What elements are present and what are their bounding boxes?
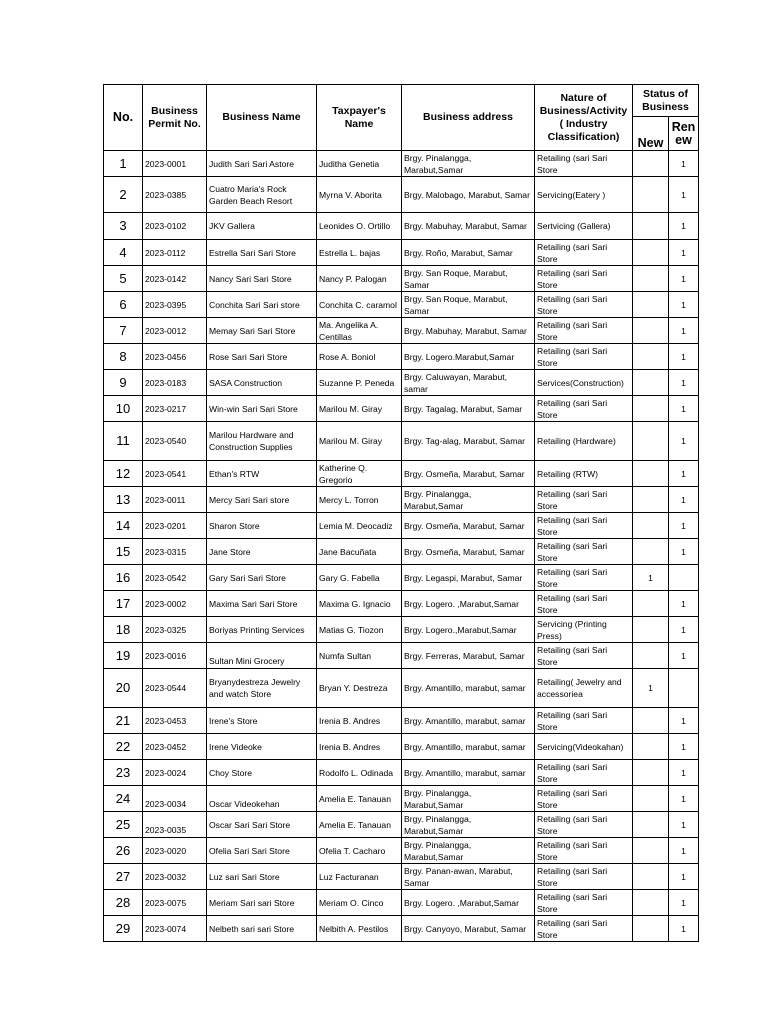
taxpayer-name: Juditha Genetia: [317, 151, 402, 177]
business-address: Brgy. Pinalangga, Marabut,Samar: [402, 786, 535, 812]
taxpayer-name: Maxima G. Ignacio: [317, 591, 402, 617]
permit-number: 2023-0074: [143, 916, 207, 942]
business-nature: Retailing (sari Sari Store: [535, 539, 633, 565]
taxpayer-name: Lemia M. Deocadiz: [317, 513, 402, 539]
row-number: 12: [104, 461, 143, 487]
permit-number: 2023-0020: [143, 838, 207, 864]
taxpayer-name: Ma. Angelika A. Centillas: [317, 318, 402, 344]
taxpayer-name: Katherine Q. Gregorio: [317, 461, 402, 487]
table-row: [104, 617, 699, 643]
business-address: Brgy. Pinalangga, Marabut,Samar: [402, 838, 535, 864]
business-nature: Retailing (sari Sari Store: [535, 890, 633, 916]
permit-number: 2023-0325: [143, 617, 207, 643]
status-new: [633, 151, 669, 177]
business-nature: Retailing (sari Sari Store: [535, 487, 633, 513]
permit-number: 2023-0456: [143, 344, 207, 370]
status-renew: 1: [669, 344, 699, 370]
row-number: 6: [104, 292, 143, 318]
status-new: [633, 760, 669, 786]
row-number: 13: [104, 487, 143, 513]
business-address: Brgy. San Roque, Marabut, Samar: [402, 266, 535, 292]
table-row: [104, 760, 699, 786]
status-renew: 1: [669, 864, 699, 890]
row-number: 10: [104, 396, 143, 422]
table-row: [104, 838, 699, 864]
permit-number: 2023-0452: [143, 734, 207, 760]
taxpayer-name: Meriam O. Cinco: [317, 890, 402, 916]
business-name: Irene's Store: [207, 708, 317, 734]
table-row: [104, 370, 699, 396]
taxpayer-name: Suzanne P. Peneda: [317, 370, 402, 396]
business-nature: Retailing (sari Sari Store: [535, 760, 633, 786]
taxpayer-name: Amelia E. Tanauan: [317, 786, 402, 812]
status-new: [633, 461, 669, 487]
business-nature: Retailing (sari Sari Store: [535, 266, 633, 292]
business-name: Irene Videoke: [207, 734, 317, 760]
status-new: [633, 396, 669, 422]
row-number: 26: [104, 838, 143, 864]
status-renew: 1: [669, 487, 699, 513]
business-name: Sharon Store: [207, 513, 317, 539]
row-number: 27: [104, 864, 143, 890]
status-renew: 1: [669, 890, 699, 916]
row-number: 15: [104, 539, 143, 565]
business-nature: Retailing (sari Sari Store: [535, 591, 633, 617]
status-renew: 1: [669, 318, 699, 344]
row-number: 23: [104, 760, 143, 786]
row-number: 17: [104, 591, 143, 617]
status-renew: 1: [669, 461, 699, 487]
status-new: [633, 539, 669, 565]
taxpayer-name: Marilou M. Giray: [317, 396, 402, 422]
business-address: Brgy. Legaspi, Marabut, Samar: [402, 565, 535, 591]
status-renew: 1: [669, 786, 699, 812]
status-renew: 1: [669, 240, 699, 266]
business-address: Brgy. Canyoyo, Marabut, Samar: [402, 916, 535, 942]
business-address: Brgy. Pinalangga, Marabut,Samar: [402, 151, 535, 177]
table-row: [104, 734, 699, 760]
table-row: [104, 461, 699, 487]
business-address: Brgy. Ferreras, Marabut, Samar: [402, 643, 535, 669]
status-renew: [669, 669, 699, 708]
table-row: [104, 890, 699, 916]
business-name: Meriam Sari sari Store: [207, 890, 317, 916]
status-new: [633, 344, 669, 370]
row-number: 1: [104, 151, 143, 177]
business-nature: Retailing (sari Sari Store: [535, 344, 633, 370]
business-nature: Retailing( Jewelry and accessoriea: [535, 669, 633, 708]
status-new: [633, 786, 669, 812]
taxpayer-name: Irenia B. Andres: [317, 708, 402, 734]
permit-number: 2023-0385: [143, 177, 207, 213]
taxpayer-name: Estrella L. bajas: [317, 240, 402, 266]
table-row: [104, 539, 699, 565]
business-nature: Retailing (Hardware): [535, 422, 633, 461]
row-number: 20: [104, 669, 143, 708]
status-new: [633, 643, 669, 669]
status-renew: 1: [669, 760, 699, 786]
business-address: Brgy. Osmeña, Marabut, Samar: [402, 461, 535, 487]
table-row: [104, 213, 699, 240]
business-name: Maxima Sari Sari Store: [207, 591, 317, 617]
table-row: [104, 422, 699, 461]
status-renew: 1: [669, 513, 699, 539]
row-number: 2: [104, 177, 143, 213]
business-address: Brgy. Tag-alag, Marabut, Samar: [402, 422, 535, 461]
business-nature: Sertvicing (Gallera): [535, 213, 633, 240]
row-number: 11: [104, 422, 143, 461]
status-new: [633, 838, 669, 864]
business-permit-table: [103, 84, 699, 942]
status-new: [633, 890, 669, 916]
status-new: [633, 591, 669, 617]
business-address: Brgy. Tagalag, Marabut, Samar: [402, 396, 535, 422]
status-new: [633, 370, 669, 396]
taxpayer-name: Myrna V. Aborita: [317, 177, 402, 213]
row-number: 22: [104, 734, 143, 760]
table-row: [104, 669, 699, 708]
business-address: Brgy. Caluwayan, Marabut, samar: [402, 370, 535, 396]
status-renew: 1: [669, 916, 699, 942]
business-nature: Retailing (sari Sari Store: [535, 396, 633, 422]
header-nature-of-business: Nature of Business/Activity ( Industry Classification): [535, 85, 633, 151]
status-new: [633, 864, 669, 890]
taxpayer-name: Rodolfo L. Odinada: [317, 760, 402, 786]
table-row: [104, 344, 699, 370]
permit-number: 2023-0201: [143, 513, 207, 539]
status-renew: 1: [669, 422, 699, 461]
permit-number: 2023-0012: [143, 318, 207, 344]
permit-number: 2023-0002: [143, 591, 207, 617]
header-status-of-business: Status of Business: [633, 85, 699, 117]
business-name: Oscar Sari Sari Store: [207, 812, 317, 838]
table-row: [104, 591, 699, 617]
status-new: [633, 213, 669, 240]
business-address: Brgy. Pinalangga, Marabut,Samar: [402, 812, 535, 838]
status-renew: 1: [669, 617, 699, 643]
permit-number: 2023-0032: [143, 864, 207, 890]
permit-number: 2023-0112: [143, 240, 207, 266]
taxpayer-name: Rose A. Boniol: [317, 344, 402, 370]
business-address: Brgy. Amantillo, marabut, samar: [402, 760, 535, 786]
status-new: [633, 318, 669, 344]
status-new: [633, 240, 669, 266]
business-name: Luz sari Sari Store: [207, 864, 317, 890]
header-renew: Ren ew: [669, 117, 699, 151]
row-number: 14: [104, 513, 143, 539]
permit-number: 2023-0034: [143, 786, 207, 812]
status-renew: 1: [669, 213, 699, 240]
business-name: Rose Sari Sari Store: [207, 344, 317, 370]
taxpayer-name: Luz Facturanan: [317, 864, 402, 890]
business-name: Sultan Mini Grocery: [207, 643, 317, 669]
status-new: [633, 177, 669, 213]
status-renew: 1: [669, 812, 699, 838]
business-address: Brgy. Mabuhay, Marabut, Samar: [402, 318, 535, 344]
row-number: 7: [104, 318, 143, 344]
taxpayer-name: Irenia B. Andres: [317, 734, 402, 760]
business-name: Jane Store: [207, 539, 317, 565]
business-address: Brgy. Roño, Marabut, Samar: [402, 240, 535, 266]
table-row: [104, 565, 699, 591]
row-number: 29: [104, 916, 143, 942]
taxpayer-name: Numfa Sultan: [317, 643, 402, 669]
status-new: [633, 513, 669, 539]
permit-number: 2023-0102: [143, 213, 207, 240]
business-name: Judith Sari Sari Astore: [207, 151, 317, 177]
row-number: 24: [104, 786, 143, 812]
business-nature: Retailing (sari Sari Store: [535, 786, 633, 812]
business-nature: Retailing (sari Sari Store: [535, 565, 633, 591]
table-row: [104, 266, 699, 292]
business-nature: Servicing (Printing Press): [535, 617, 633, 643]
status-renew: 1: [669, 292, 699, 318]
business-name: SASA Construction: [207, 370, 317, 396]
header-new: New: [633, 117, 669, 151]
row-number: 25: [104, 812, 143, 838]
status-new: [633, 734, 669, 760]
business-nature: Retailing (sari Sari Store: [535, 708, 633, 734]
permit-number: 2023-0011: [143, 487, 207, 513]
permit-number: 2023-0544: [143, 669, 207, 708]
taxpayer-name: Amelia E. Tanauan: [317, 812, 402, 838]
permit-number: 2023-0001: [143, 151, 207, 177]
business-address: Brgy. Amantillo, marabut, samar: [402, 708, 535, 734]
taxpayer-name: Bryan Y. Destreza: [317, 669, 402, 708]
status-new: [633, 916, 669, 942]
status-renew: [669, 565, 699, 591]
business-nature: Retailing (sari Sari Store: [535, 151, 633, 177]
status-renew: 1: [669, 539, 699, 565]
business-address: Brgy. Malobago, Marabut, Samar: [402, 177, 535, 213]
permit-number: 2023-0217: [143, 396, 207, 422]
business-nature: Retailing (sari Sari Store: [535, 643, 633, 669]
permit-number: 2023-0541: [143, 461, 207, 487]
business-name: Estrella Sari Sari Store: [207, 240, 317, 266]
business-address: Brgy. Amantillo, marabut, samar: [402, 734, 535, 760]
status-new: [633, 422, 669, 461]
business-address: Brgy. Logero.Marabut,Samar: [402, 344, 535, 370]
business-nature: Retailing (sari Sari Store: [535, 292, 633, 318]
status-new: [633, 812, 669, 838]
taxpayer-name: Gary G. Fabella: [317, 565, 402, 591]
status-renew: 1: [669, 734, 699, 760]
taxpayer-name: Nancy P. Palogan: [317, 266, 402, 292]
business-name: Ofelia Sari Sari Store: [207, 838, 317, 864]
table-row: [104, 643, 699, 669]
table-row: [104, 487, 699, 513]
row-number: 18: [104, 617, 143, 643]
permit-number: 2023-0075: [143, 890, 207, 916]
status-renew: 1: [669, 177, 699, 213]
status-new: [633, 266, 669, 292]
table-row: [104, 396, 699, 422]
permit-number: 2023-0395: [143, 292, 207, 318]
business-name: JKV Gallera: [207, 213, 317, 240]
business-address: Brgy. Logero.,Marabut,Samar: [402, 617, 535, 643]
table-row: [104, 916, 699, 942]
permit-rows: [104, 151, 699, 942]
business-name: Gary Sari Sari Store: [207, 565, 317, 591]
permit-number: 2023-0142: [143, 266, 207, 292]
permit-number: 2023-0542: [143, 565, 207, 591]
taxpayer-name: Mercy L. Torron: [317, 487, 402, 513]
taxpayer-name: Nelbith A. Pestilos: [317, 916, 402, 942]
business-name: Oscar Videokehan: [207, 786, 317, 812]
permit-number: 2023-0315: [143, 539, 207, 565]
business-nature: Retailing (sari Sari Store: [535, 838, 633, 864]
table-row: [104, 292, 699, 318]
business-nature: Retailing (sari Sari Store: [535, 812, 633, 838]
permit-number: 2023-0183: [143, 370, 207, 396]
permit-number: 2023-0024: [143, 760, 207, 786]
business-nature: Retailing (sari Sari Store: [535, 513, 633, 539]
business-name: Win-win Sari Sari Store: [207, 396, 317, 422]
status-new: 1: [633, 565, 669, 591]
business-address: Brgy. Mabuhay, Marabut, Samar: [402, 213, 535, 240]
business-name: Choy Store: [207, 760, 317, 786]
table-row: [104, 812, 699, 838]
taxpayer-name: Leonides O. Ortillo: [317, 213, 402, 240]
business-name: Nancy Sari Sari Store: [207, 266, 317, 292]
status-new: [633, 708, 669, 734]
row-number: 28: [104, 890, 143, 916]
permit-number: 2023-0016: [143, 643, 207, 669]
business-nature: Servicing(Eatery ): [535, 177, 633, 213]
status-new: [633, 292, 669, 318]
business-name: Boriyas Printing Services: [207, 617, 317, 643]
taxpayer-name: Ofelia T. Cacharo: [317, 838, 402, 864]
business-nature: Retailing (sari Sari Store: [535, 916, 633, 942]
status-renew: 1: [669, 591, 699, 617]
table-row: [104, 513, 699, 539]
row-number: 21: [104, 708, 143, 734]
table-row: [104, 864, 699, 890]
header-permit-no: Business Permit No.: [143, 85, 207, 151]
table-row: [104, 786, 699, 812]
status-new: [633, 487, 669, 513]
status-renew: 1: [669, 708, 699, 734]
header-business-name: Business Name: [207, 85, 317, 151]
business-name: Marilou Hardware and Construction Supplies: [207, 422, 317, 461]
business-name: Ethan's RTW: [207, 461, 317, 487]
business-address: Brgy. Logero. ,Marabut,Samar: [402, 890, 535, 916]
status-renew: 1: [669, 838, 699, 864]
status-renew: 1: [669, 396, 699, 422]
business-name: Bryanydestreza Jewelry and watch Store: [207, 669, 317, 708]
permit-number: 2023-0453: [143, 708, 207, 734]
row-number: 3: [104, 213, 143, 240]
header-taxpayer-name: Taxpayer's Name: [317, 85, 402, 151]
header-business-address: Business address: [402, 85, 535, 151]
row-number: 4: [104, 240, 143, 266]
business-address: Brgy. Amantillo, marabut, samar: [402, 669, 535, 708]
business-address: Brgy. San Roque, Marabut, Samar: [402, 292, 535, 318]
business-nature: Retailing (sari Sari Store: [535, 318, 633, 344]
business-address: Brgy. Panan-awan, Marabut, Samar: [402, 864, 535, 890]
business-nature: Retailing (RTW): [535, 461, 633, 487]
row-number: 9: [104, 370, 143, 396]
business-nature: Services(Construction): [535, 370, 633, 396]
business-address: Brgy. Logero. ,Marabut,Samar: [402, 591, 535, 617]
permit-number: 2023-0540: [143, 422, 207, 461]
row-number: 19: [104, 643, 143, 669]
taxpayer-name: Marilou M. Giray: [317, 422, 402, 461]
table-row: [104, 151, 699, 177]
status-renew: 1: [669, 370, 699, 396]
business-name: Memay Sari Sari Store: [207, 318, 317, 344]
business-nature: Servicing(Videokahan): [535, 734, 633, 760]
taxpayer-name: Matias G. Tiozon: [317, 617, 402, 643]
business-nature: Retailing (sari Sari Store: [535, 240, 633, 266]
business-name: Conchita Sari Sari store: [207, 292, 317, 318]
status-new: 1: [633, 669, 669, 708]
table-row: [104, 177, 699, 213]
business-name: Cuatro Maria's Rock Garden Beach Resort: [207, 177, 317, 213]
status-renew: 1: [669, 266, 699, 292]
table-row: [104, 708, 699, 734]
business-address: Brgy. Osmeña, Marabut, Samar: [402, 513, 535, 539]
taxpayer-name: Jane Bacuñata: [317, 539, 402, 565]
business-address: Brgy. Osmeña, Marabut, Samar: [402, 539, 535, 565]
status-renew: 1: [669, 643, 699, 669]
table-row: [104, 240, 699, 266]
row-number: 16: [104, 565, 143, 591]
permit-number: 2023-0035: [143, 812, 207, 838]
row-number: 8: [104, 344, 143, 370]
header-no: No.: [104, 85, 143, 151]
row-number: 5: [104, 266, 143, 292]
business-nature: Retailing (sari Sari Store: [535, 864, 633, 890]
taxpayer-name: Conchita C. caramol: [317, 292, 402, 318]
table-row: [104, 318, 699, 344]
business-name: Nelbeth sari sari Store: [207, 916, 317, 942]
business-name: Mercy Sari Sari store: [207, 487, 317, 513]
status-new: [633, 617, 669, 643]
status-renew: 1: [669, 151, 699, 177]
business-address: Brgy. Pinalangga, Marabut,Samar: [402, 487, 535, 513]
